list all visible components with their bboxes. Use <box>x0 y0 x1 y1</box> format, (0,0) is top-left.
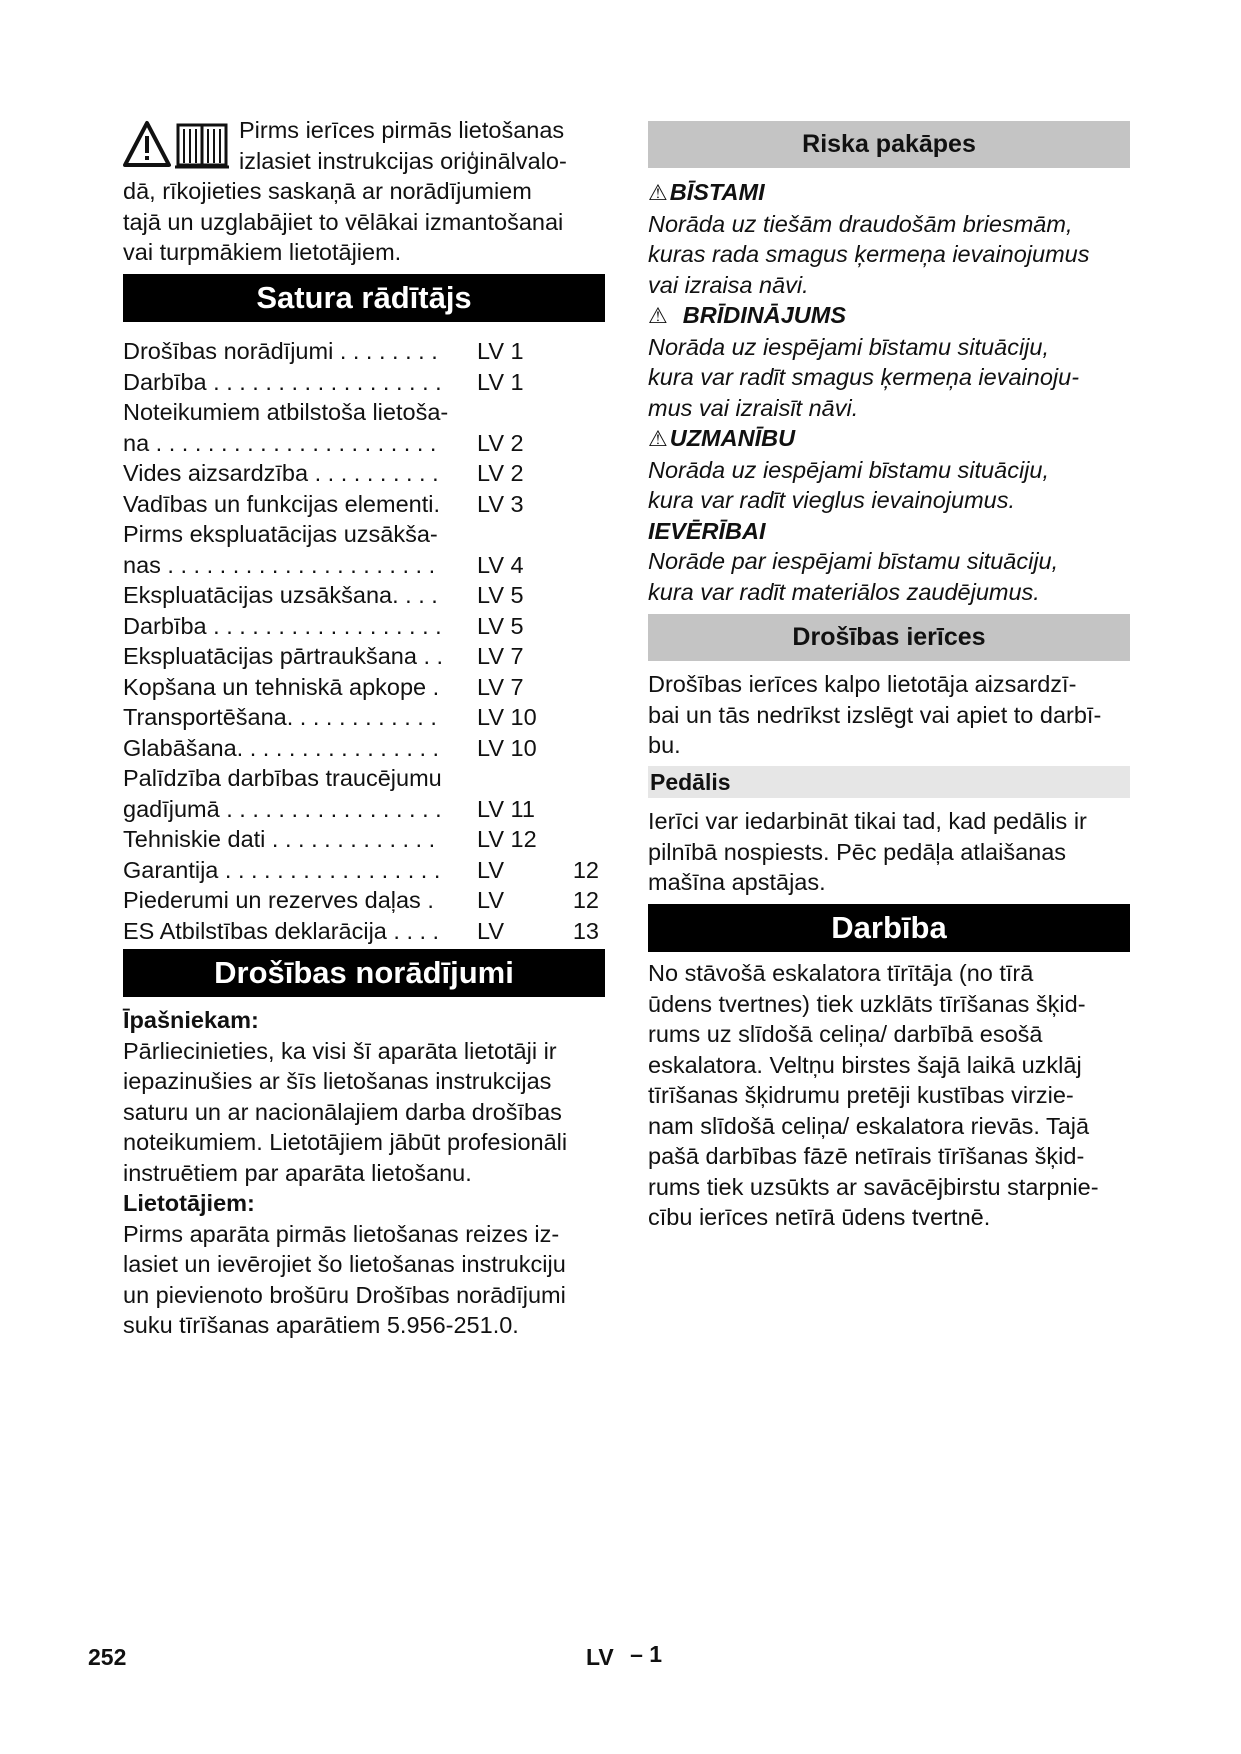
intro-line: vai turpmākiem lietotājiem. <box>123 239 402 265</box>
risk-text: Norāda uz iespējami bīstamu situāciju, <box>648 333 1049 360</box>
page-number: 252 <box>88 1644 127 1670</box>
body-line: rums uz slīdošā celiņa/ darbībā esošā <box>648 1021 1043 1047</box>
toc-entry: Darbība . . . . . . . . . . . . . . . . . . <box>123 612 442 639</box>
owner-heading: Īpašniekam: <box>123 1007 259 1033</box>
toc-entry: Palīdzība darbības traucējumu <box>123 765 442 791</box>
toc-page: LV 7 <box>477 643 524 669</box>
toc-page: LV 5 <box>477 582 524 608</box>
body-line: eskalatora. Veltņu birstes šajā laikā uzklāj <box>648 1051 1082 1078</box>
users-heading: Lietotājiem: <box>123 1190 255 1216</box>
toc-page: LV 2 <box>477 460 524 486</box>
body-line: Ierīci var iedarbināt tikai tad, kad pedālis ir <box>648 808 1087 834</box>
toc-row <box>123 855 605 886</box>
toc-entry: Ekspluatācijas uzsākšana. . . . <box>123 582 438 608</box>
devices-text <box>648 669 1130 761</box>
risk-label: UZMANĪBU <box>669 425 796 451</box>
risk-label: BRĪDINĀJUMS <box>669 302 846 328</box>
toc-row <box>123 611 605 642</box>
toc-row <box>123 550 605 581</box>
risk-label: BĪSTAMI <box>669 179 765 205</box>
toc-entry: Kopšana un tehniskā apkope . <box>123 673 440 700</box>
risk-level-warning <box>648 300 1130 332</box>
toc-entry: Transportēšana. . . . . . . . . . . . <box>123 704 437 730</box>
toc-page: LV 1 <box>477 338 524 364</box>
toc-row <box>123 885 605 916</box>
warning-triangle-icon: ⚠ <box>648 303 668 328</box>
risk-level-danger <box>648 177 1130 209</box>
body-line: Pārliecinieties, ka visi šī aparāta lietotāji ir <box>123 1037 557 1064</box>
body-line: No stāvošā eskalatora tīrītāja (no tīrā <box>648 960 1034 986</box>
toc-row <box>123 428 605 459</box>
body-line: bai un tās nedrīkst izslēgt vai apiet to darbī- <box>648 701 1102 728</box>
safety-title: Drošības norādījumi <box>123 949 605 997</box>
manual-book-icon <box>175 125 229 167</box>
toc-page: LV <box>477 887 504 913</box>
toc-entry: Glabāšana. . . . . . . . . . . . . . . . <box>123 734 440 761</box>
toc-row <box>123 641 605 672</box>
body-line: ūdens tvertnes) tiek uzklāts tīrīšanas šķid- <box>648 990 1086 1017</box>
toc-entry: Tehniskie dati . . . . . . . . . . . . . <box>123 826 436 852</box>
toc-row <box>123 702 605 733</box>
intro-line: izlasiet instrukcijas oriģinālvalo- <box>239 147 567 174</box>
toc-row <box>123 580 605 611</box>
toc-page: LV 5 <box>477 612 524 639</box>
warning-triangle-icon: ⚠ <box>648 180 668 205</box>
body-line: lasiet un ievērojiet šo lietošanas instrukciju <box>123 1251 566 1277</box>
toc-row <box>123 489 605 520</box>
operation-text <box>648 958 1130 1233</box>
toc-row <box>123 367 605 398</box>
toc-page: LV 2 <box>477 429 524 456</box>
risk-text: Norāda uz iespējami bīstamu situāciju, <box>648 456 1049 483</box>
table-of-contents <box>123 336 605 946</box>
toc-row <box>123 916 605 947</box>
intro-line: tajā un uzglabājiet to vēlākai izmantošanai <box>123 208 564 235</box>
toc-page: LV 1 <box>477 368 524 395</box>
toc-entry: nas . . . . . . . . . . . . . . . . . . . . . <box>123 551 436 578</box>
toc-page: LV 7 <box>477 673 524 700</box>
body-line: noteikumiem. Lietotājiem jābūt profesionāli <box>123 1129 568 1155</box>
toc-row <box>123 824 605 855</box>
toc-page-number: 12 <box>572 887 599 913</box>
toc-title: Satura rādītājs <box>123 274 605 322</box>
risk-text: kura var radīt vieglus ievainojumus. <box>648 487 1016 513</box>
risk-text: Norāde par iespējami bīstamu situāciju, <box>648 548 1059 574</box>
body-line: pašā darbības fāzē netīrais tīrīšanas šķid- <box>648 1143 1085 1169</box>
toc-row <box>123 794 605 825</box>
pedal-text <box>648 806 1130 898</box>
toc-page: LV <box>477 917 504 944</box>
toc-row <box>123 336 605 367</box>
toc-page: LV 12 <box>477 826 537 852</box>
toc-page: LV 10 <box>477 734 537 761</box>
toc-entry: Pirms ekspluatācijas uzsākša- <box>123 521 438 547</box>
body-line: mašīna apstājas. <box>648 869 826 895</box>
warning-manual-icons <box>123 119 233 175</box>
toc-entry: Darbība . . . . . . . . . . . . . . . . . . <box>123 368 442 395</box>
risk-level-notice: IEVĒRĪBAI <box>648 517 766 544</box>
body-line: saturu un ar nacionālajiem darba drošības <box>123 1098 562 1125</box>
warning-triangle-icon <box>125 123 169 165</box>
body-line: suku tīrīšanas aparātiem 5.956-251.0. <box>123 1312 519 1338</box>
risk-text: mus vai izraisīt nāvi. <box>648 394 859 421</box>
warning-triangle-icon: ⚠ <box>648 426 668 451</box>
body-line: instruētiem par aparāta lietošanu. <box>123 1159 472 1186</box>
toc-page: LV <box>477 856 504 883</box>
toc-row <box>123 763 605 794</box>
footer-section <box>586 1641 663 1671</box>
risk-text: kura var radīt smagus ķermeņa ievainoju- <box>648 364 1080 390</box>
body-line: bu. <box>648 732 681 758</box>
toc-entry: Vides aizsardzība . . . . . . . . . . <box>123 460 439 486</box>
toc-row <box>123 397 605 428</box>
footer-subpage: – 1 <box>630 1641 663 1667</box>
footer-language: LV <box>586 1644 614 1670</box>
toc-row <box>123 672 605 703</box>
body-line: un pievienoto brošūru Drošības norādījumi <box>123 1281 566 1308</box>
body-line: pilnībā nospiests. Pēc pedāļa atlaišanas <box>648 838 1067 865</box>
risk-text: kuras rada smagus ķermeņa ievainojumus <box>648 241 1090 267</box>
toc-entry: Drošības norādījumi . . . . . . . . <box>123 338 438 364</box>
toc-row <box>123 519 605 550</box>
intro-line: Pirms ierīces pirmās lietošanas <box>239 117 565 143</box>
risk-text: vai izraisa nāvi. <box>648 271 809 298</box>
body-line: nam slīdošā celiņa/ eskalatora rievās. Tajā <box>648 1112 1090 1139</box>
toc-entry: Piederumi un rezerves daļas . <box>123 887 434 913</box>
toc-entry: gadījumā . . . . . . . . . . . . . . . . . <box>123 795 442 822</box>
toc-page: LV 3 <box>477 490 524 517</box>
toc-page-number: 13 <box>572 917 599 944</box>
toc-page: LV 10 <box>477 704 537 730</box>
body-line: tīrīšanas šķidrumu pretēji kustības virzie- <box>648 1082 1074 1108</box>
toc-entry: Vadības un funkcijas elementi. <box>123 490 440 517</box>
risk-level-caution <box>648 423 1130 455</box>
toc-page: LV 4 <box>477 551 524 578</box>
toc-page: LV 11 <box>477 795 535 822</box>
body-line: rums tiek uzsūkts ar savācējbirstu starpnie- <box>648 1173 1099 1200</box>
operation-title: Darbība <box>648 904 1130 952</box>
toc-page-number: 12 <box>572 856 599 883</box>
intro-line: dā, rīkojieties saskaņā ar norādījumiem <box>123 178 532 204</box>
toc-entry: Ekspluatācijas pārtraukšana . . <box>123 643 444 669</box>
body-line: Drošības ierīces kalpo lietotāja aizsardzī- <box>648 671 1077 697</box>
body-line: cību ierīces netīrā ūdens tvertnē. <box>648 1204 991 1230</box>
toc-entry: Noteikumiem atbilstoša lietoša- <box>123 399 449 425</box>
toc-row <box>123 733 605 764</box>
body-line: iepazinušies ar šīs lietošanas instrukcijas <box>123 1068 552 1094</box>
risk-title: Riska pakāpes <box>648 121 1130 168</box>
devices-title: Drošības ierīces <box>648 614 1130 661</box>
toc-entry: na . . . . . . . . . . . . . . . . . . . . . . <box>123 429 437 456</box>
toc-entry: ES Atbilstības deklarācija . . . . <box>123 917 440 944</box>
toc-row <box>123 458 605 489</box>
toc-entry: Garantija . . . . . . . . . . . . . . . . . <box>123 856 441 883</box>
body-line: Pirms aparāta pirmās lietošanas reizes iz- <box>123 1220 560 1247</box>
intro-notice <box>123 115 605 268</box>
risk-levels <box>648 177 1130 607</box>
pedal-title: Pedālis <box>648 766 1130 798</box>
risk-text: Norāda uz tiešām draudošām briesmām, <box>648 210 1073 237</box>
safety-section <box>123 1005 605 1341</box>
risk-text: kura var radīt materiālos zaudējumus. <box>648 578 1040 605</box>
